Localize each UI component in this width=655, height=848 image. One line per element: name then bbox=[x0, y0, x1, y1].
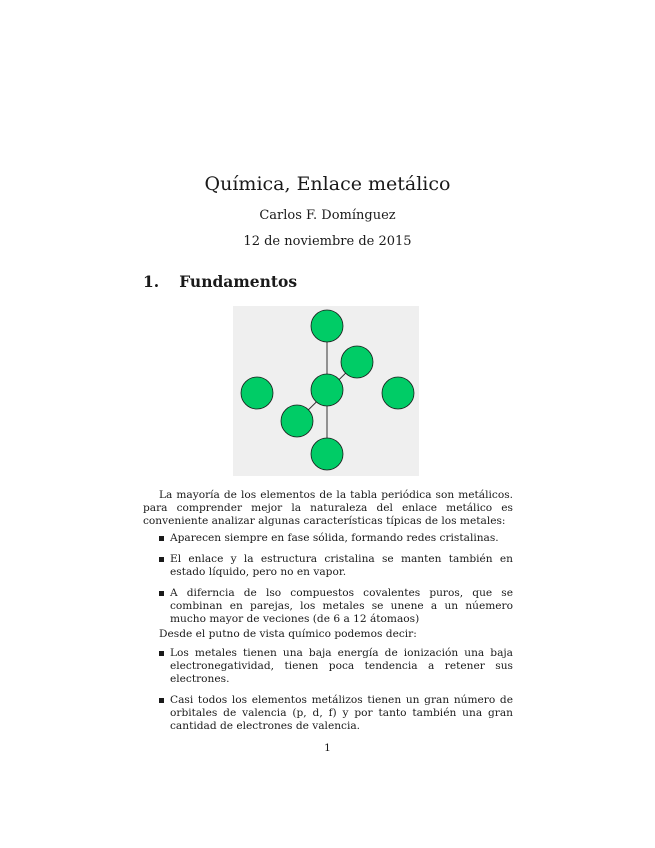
list-item-text: El enlace y la estructura cristalina se manten también en estado líquido, pero no en vapor. bbox=[170, 553, 513, 578]
atom-upper-right bbox=[341, 346, 373, 378]
list-item bbox=[143, 532, 513, 545]
atom-top bbox=[311, 310, 343, 342]
document-title: Química, Enlace metálico bbox=[204, 173, 451, 195]
section-heading bbox=[143, 272, 297, 291]
list-item-text: Casi todos los elementos metálizos tienen un gran número de orbitales de valencia (p, d, f) y por tanto también una gran cantidad de electrones de valencia. bbox=[170, 694, 513, 732]
list-item bbox=[143, 553, 513, 579]
bullet-icon bbox=[159, 591, 164, 596]
bullet-icon bbox=[159, 557, 164, 562]
chemical-properties-list bbox=[143, 647, 513, 741]
page-number: 1 bbox=[324, 742, 331, 754]
list-item bbox=[143, 647, 513, 686]
section-title: Fundamentos bbox=[179, 272, 298, 291]
atom-bottom bbox=[311, 438, 343, 470]
atom-left bbox=[241, 377, 273, 409]
list-item bbox=[143, 694, 513, 733]
list-item-text: A diferncia de lso compuestos covalentes puros, que se combinan en parejas, los metales se unene a un núemero mucho mayor de veciones (de 6 a 12 átomaos) bbox=[170, 587, 513, 625]
metallic-bond-diagram bbox=[233, 306, 419, 476]
document-author: Carlos F. Domínguez bbox=[259, 208, 396, 223]
intro-paragraph: La mayoría de los elementos de la tabla periódica son metálicos. para comprender mejor la naturaleza del enlace metálico es conveniente analizar algunas características típicas de los metales: bbox=[143, 489, 513, 527]
bullet-icon bbox=[159, 698, 164, 703]
chemical-view-paragraph: Desde el putno de vista químico podemos decir: bbox=[159, 628, 417, 640]
section-number: 1. bbox=[143, 272, 160, 291]
list-item-text: Aparecen siempre en fase sólida, formando redes cristalinas. bbox=[170, 532, 499, 544]
document-date: 12 de noviembre de 2015 bbox=[243, 234, 412, 249]
list-item-text: Los metales tienen una baja energía de ionización una baja electronegatividad, tienen poca tendencia a retener sus electrones. bbox=[170, 647, 513, 685]
atom-center bbox=[311, 374, 343, 406]
metallic-bond-figure bbox=[233, 306, 419, 476]
bullet-icon bbox=[159, 536, 164, 541]
bullet-icon bbox=[159, 651, 164, 656]
atom-right bbox=[382, 377, 414, 409]
list-item bbox=[143, 587, 513, 626]
characteristics-list bbox=[143, 532, 513, 634]
atom-lower-left bbox=[281, 405, 313, 437]
